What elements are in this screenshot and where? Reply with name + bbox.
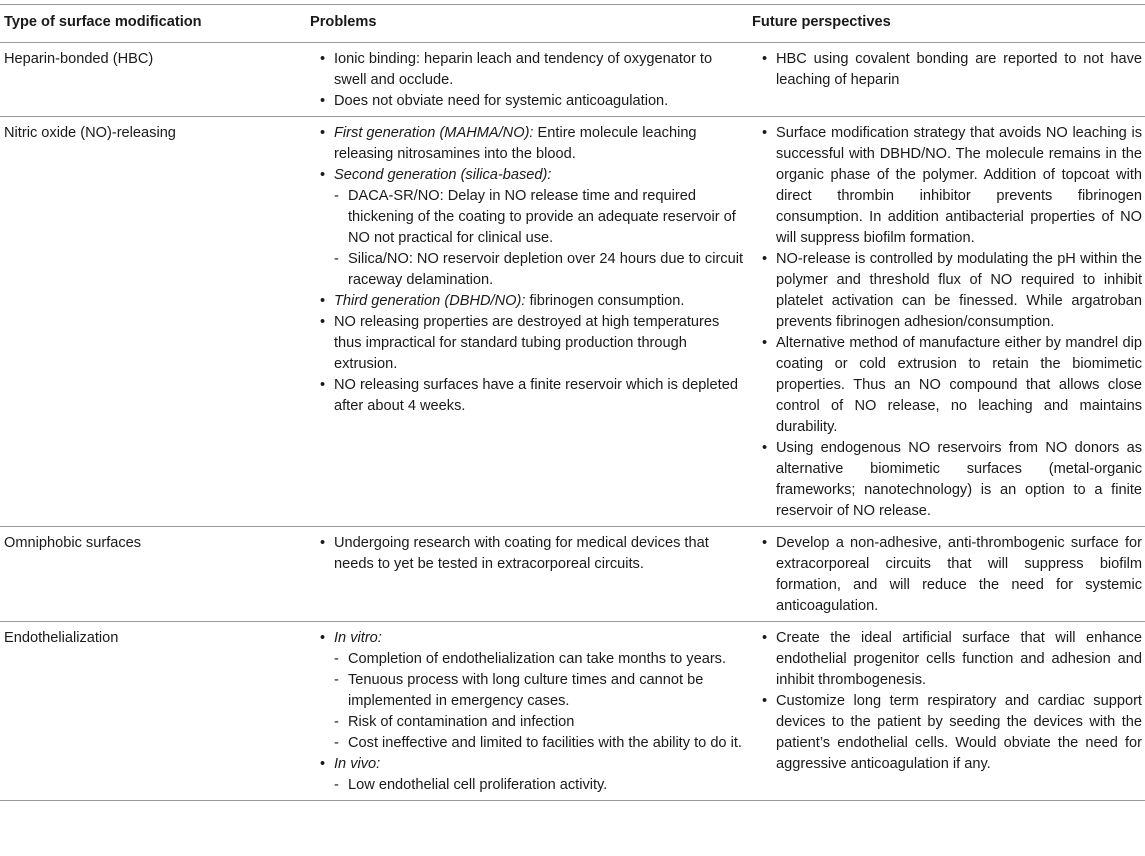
table-row — [0, 43, 1145, 117]
problems-cell — [306, 117, 748, 527]
future-item: • Customize long term respiratory and cardiac support devices to the patient by seeding the devices with the patient’s endothelial cells. Would obviate the need for aggressive anticoagulation if any. — [762, 693, 1142, 772]
type-cell: Omniphobic surfaces — [0, 527, 306, 622]
future-item: • NO-release is controlled by modulating the pH within the polymer and threshold flux of NO required to inhibit platelet activation can be finessed. While argatroban prevents fibrinogen adhesion/consumption. — [762, 251, 1142, 330]
problem-item: • Does not obviate need for systemic anticoagulation. — [320, 93, 669, 109]
problem-subitem: - DACA-SR/NO: Delay in NO release time and required thickening of the coating to provide an adequate reservoir of NO not practical for clinical use. — [334, 188, 736, 246]
type-cell: Endothelialization — [0, 622, 306, 801]
future-cell — [748, 117, 1145, 527]
problems-cell — [306, 622, 748, 801]
problem-subitem: - Tenuous process with long culture times and cannot be implemented in emergency cases. — [334, 672, 704, 709]
type-cell: Heparin-bonded (HBC) — [0, 43, 306, 117]
header-row — [0, 5, 1145, 43]
future-cell — [748, 622, 1145, 801]
header-problems: Problems — [306, 5, 748, 43]
table-row — [0, 622, 1145, 801]
problem-item: • Third generation (DBHD/NO): fibrinogen consumption. — [320, 293, 685, 309]
header-future: Future perspectives — [748, 5, 1145, 43]
problem-item: • Second generation (silica-based): - DACA-SR/NO: Delay in NO release time and required thickening of the coating to provide an adequate reservoir of NO not practical for clinical use. - Silica/NO: NO reservoir depletion over 24 hours due to circuit raceway delamination. — [310, 165, 744, 291]
problem-subitem: - Silica/NO: NO reservoir depletion over 24 hours due to circuit raceway delamination. — [334, 251, 744, 288]
problem-item: • Undergoing research with coating for medical devices that needs to yet be tested in extracorporeal circuits. — [320, 535, 709, 572]
surface-modification-table — [0, 4, 1145, 801]
problem-item: • In vitro: - Completion of endothelialization can take months to years. - Tenuous process with long culture times and cannot be implemented in emergency cases. - Risk of contamination and infection - Cost ineffective and limited to facilities with the ability to do it. — [310, 628, 744, 754]
future-cell — [748, 527, 1145, 622]
problem-item: • First generation (MAHMA/NO): Entire molecule leaching releasing nitrosamines into the blood. — [320, 125, 697, 162]
future-item: • HBC using covalent bonding are reported to not have leaching of heparin — [762, 51, 1142, 88]
problem-subitem: - Cost ineffective and limited to facilities with the ability to do it. — [334, 735, 742, 751]
future-cell — [748, 43, 1145, 117]
table-row — [0, 527, 1145, 622]
future-item: • Alternative method of manufacture either by mandrel dip coating or cold extrusion to retain the biomimetic properties. Thus an NO compound that allows close control of NO release, no leaching and maintains durability. — [762, 335, 1142, 435]
problem-item: • NO releasing surfaces have a finite reservoir which is depleted after about 4 weeks. — [320, 377, 738, 414]
future-item: • Surface modification strategy that avoids NO leaching is successful with DBHD/NO. The molecule remains in the organic phase of the polymer. Addition of topcoat with direct thrombin inhibitor prevents fibrinogen consumption. In addition antibacterial properties of NO will suppress biofilm formation. — [762, 125, 1142, 246]
future-item: • Using endogenous NO reservoirs from NO donors as alternative biomimetic surfaces (metal-organic frameworks; nanotechnology) is an option to a finite reservoir of NO release. — [762, 440, 1142, 519]
problem-subitem: - Risk of contamination and infection — [334, 714, 575, 730]
future-item: • Create the ideal artificial surface that will enhance endothelial progenitor cells function and adhesion and inhibit thrombogenesis. — [762, 630, 1142, 688]
problem-subitem: - Low endothelial cell proliferation activity. — [334, 777, 608, 793]
header-type: Type of surface modification — [0, 5, 306, 43]
problem-item: • In vivo: - Low endothelial cell proliferation activity. — [310, 754, 744, 796]
problem-item: • NO releasing properties are destroyed at high temperatures thus impractical for standard tubing production through extrusion. — [320, 314, 720, 372]
problems-cell — [306, 527, 748, 622]
future-item: • Develop a non-adhesive, anti-thrombogenic surface for extracorporeal circuits that will suppress biofilm formation, and will reduce the need for systemic anticoagulation. — [762, 535, 1142, 614]
type-cell: Nitric oxide (NO)-releasing — [0, 117, 306, 527]
table-row — [0, 117, 1145, 527]
problem-item: • Ionic binding: heparin leach and tendency of oxygenator to swell and occlude. — [320, 51, 713, 88]
problem-subitem: - Completion of endothelialization can take months to years. — [334, 651, 727, 667]
problems-cell — [306, 43, 748, 117]
